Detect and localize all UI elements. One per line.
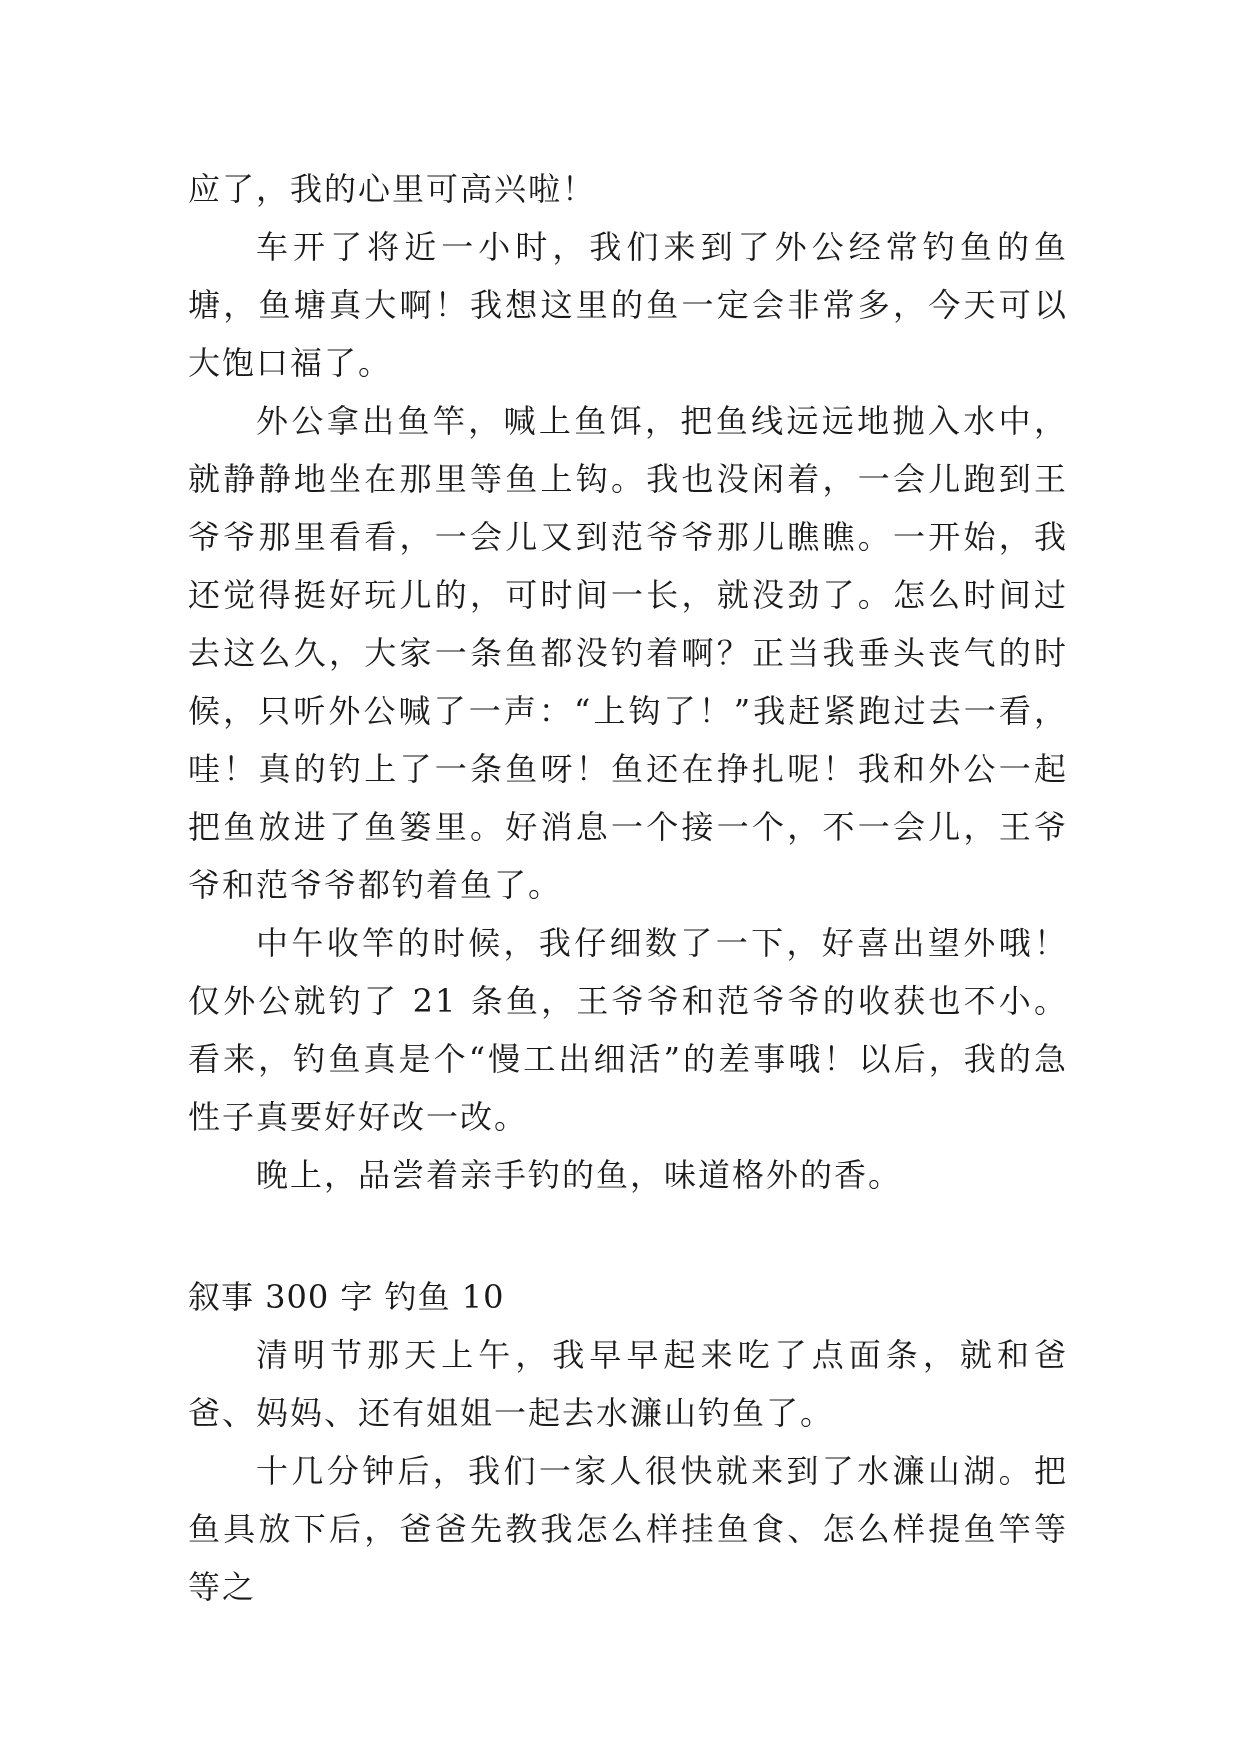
paragraph: 车开了将近一小时，我们来到了外公经常钓鱼的鱼塘，鱼塘真大啊！我想这里的鱼一定会非常多，今天可以大饱口福了。 [188, 228, 1068, 382]
paragraph: 十几分钟后，我们一家人很快就来到了水濂山湖。把鱼具放下后，爸爸先教我怎么样挂鱼食、怎么样提鱼竿等等之 [188, 1452, 1068, 1606]
paragraph: 外公拿出鱼竿，喊上鱼饵，把鱼线远远地抛入水中，就静静地坐在那里等鱼上钩。我也没闲着，一会儿跑到王爷爷那里看看，一会儿又到范爷爷那儿瞧瞧。一开始，我还觉得挺好玩儿的，可时间一长，就没劲了。怎么时间过去这么久，大家一条鱼都没钓着啊？正当我垂头丧气的时候，只听外公喊了一声：“上钩了！”我赶紧跑过去一看，哇！真的钓上了一条鱼呀！鱼还在挣扎呢！我和外公一起把鱼放进了鱼篓里。好消息一个接一个，不一会儿，王爷爷和范爷爷都钓着鱼了。 [188, 402, 1068, 904]
section-heading: 叙事 300 字 钓鱼 10 [188, 1278, 505, 1316]
paragraph-continuation: 应了，我的心里可高兴啦！ [188, 170, 597, 208]
document-body [188, 160, 1068, 1616]
paragraph: 清明节那天上午，我早早起来吃了点面条，就和爸爸、妈妈、还有姐姐一起去水濂山钓鱼了。 [188, 1336, 1068, 1432]
paragraph: 中午收竿的时候，我仔细数了一下，好喜出望外哦！仅外公就钓了 21 条鱼，王爷爷和范爷爷的收获也不小。看来，钓鱼真是个“慢工出细活”的差事哦！以后，我的急性子真要好好改一改。 [188, 924, 1068, 1136]
paragraph: 晚上，品尝着亲手钓的鱼，味道格外的香。 [256, 1156, 903, 1194]
